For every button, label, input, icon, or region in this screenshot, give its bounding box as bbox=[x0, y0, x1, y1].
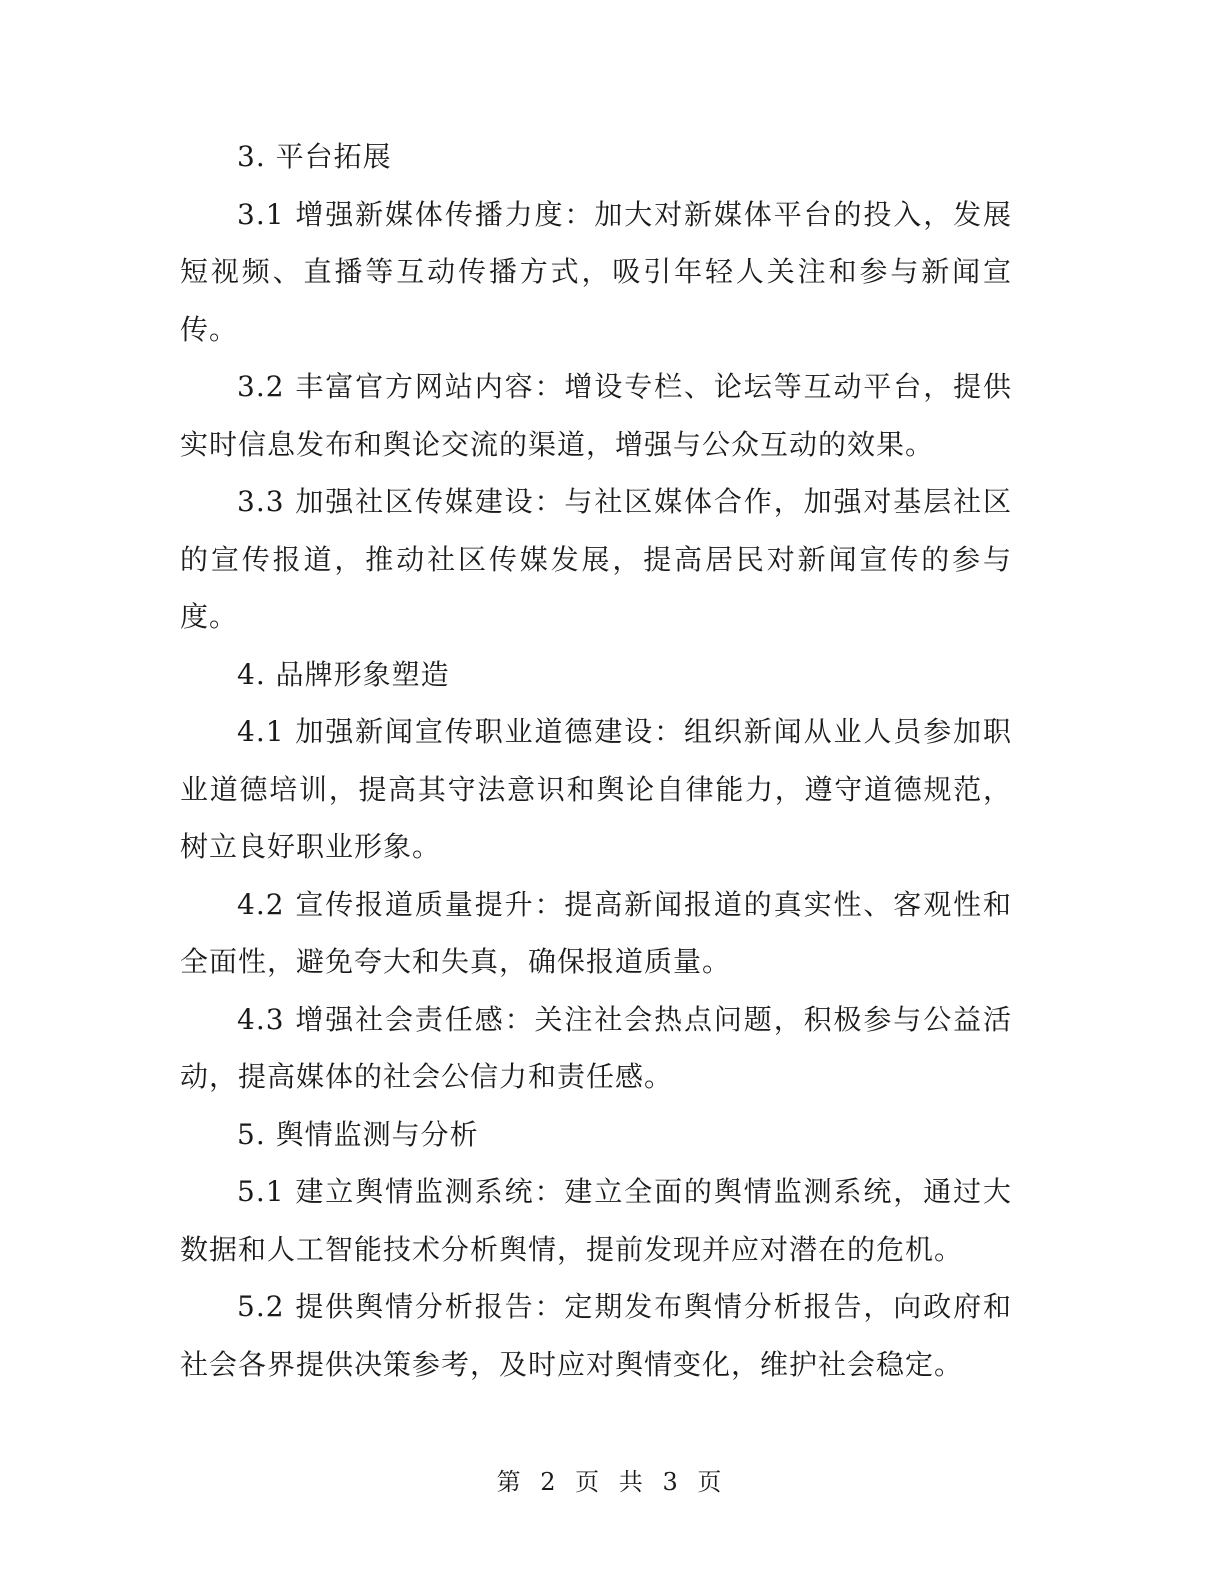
document-body bbox=[180, 128, 1012, 1393]
paragraph-3-1: 3.1 增强新媒体传播力度：加大对新媒体平台的投入，发展短视频、直播等互动传播方式，吸引年轻人关注和参与新闻宣传。 bbox=[180, 197, 1012, 346]
paragraph-5-1: 5.1 建立舆情监测系统：建立全面的舆情监测系统，通过大数据和人工智能技术分析舆情，提前发现并应对潜在的危机。 bbox=[180, 1175, 1012, 1266]
paragraph-4-3: 4.3 增强社会责任感：关注社会热点问题，积极参与公益活动，提高媒体的社会公信力和责任感。 bbox=[180, 1002, 1012, 1093]
section-heading-5: 5. 舆情监测与分析 bbox=[237, 1117, 479, 1151]
paragraph-4-2: 4.2 宣传报道质量提升：提高新闻报道的真实性、客观性和全面性，避免夸大和失真，确保报道质量。 bbox=[180, 887, 1012, 978]
page-number-footer: 第 2 页 共 3 页 bbox=[496, 1468, 728, 1496]
section-heading-4: 4. 品牌形象塑造 bbox=[237, 657, 450, 691]
paragraph-3-3: 3.3 加强社区传媒建设：与社区媒体合作，加强对基层社区的宣传报道，推动社区传媒发展，提高居民对新闻宣传的参与度。 bbox=[180, 485, 1012, 633]
paragraph-4-1: 4.1 加强新闻宣传职业道德建设：组织新闻从业人员参加职业道德培训，提高其守法意识和舆论自律能力，遵守道德规范，树立良好职业形象。 bbox=[180, 715, 1012, 863]
section-heading-3: 3. 平台拓展 bbox=[237, 140, 392, 173]
paragraph-3-2: 3.2 丰富官方网站内容：增设专栏、论坛等互动平台，提供实时信息发布和舆论交流的渠道，增强与公众互动的效果。 bbox=[180, 370, 1012, 461]
paragraph-5-2: 5.2 提供舆情分析报告：定期发布舆情分析报告，向政府和社会各界提供决策参考，及时应对舆情变化，维护社会稳定。 bbox=[180, 1290, 1012, 1381]
